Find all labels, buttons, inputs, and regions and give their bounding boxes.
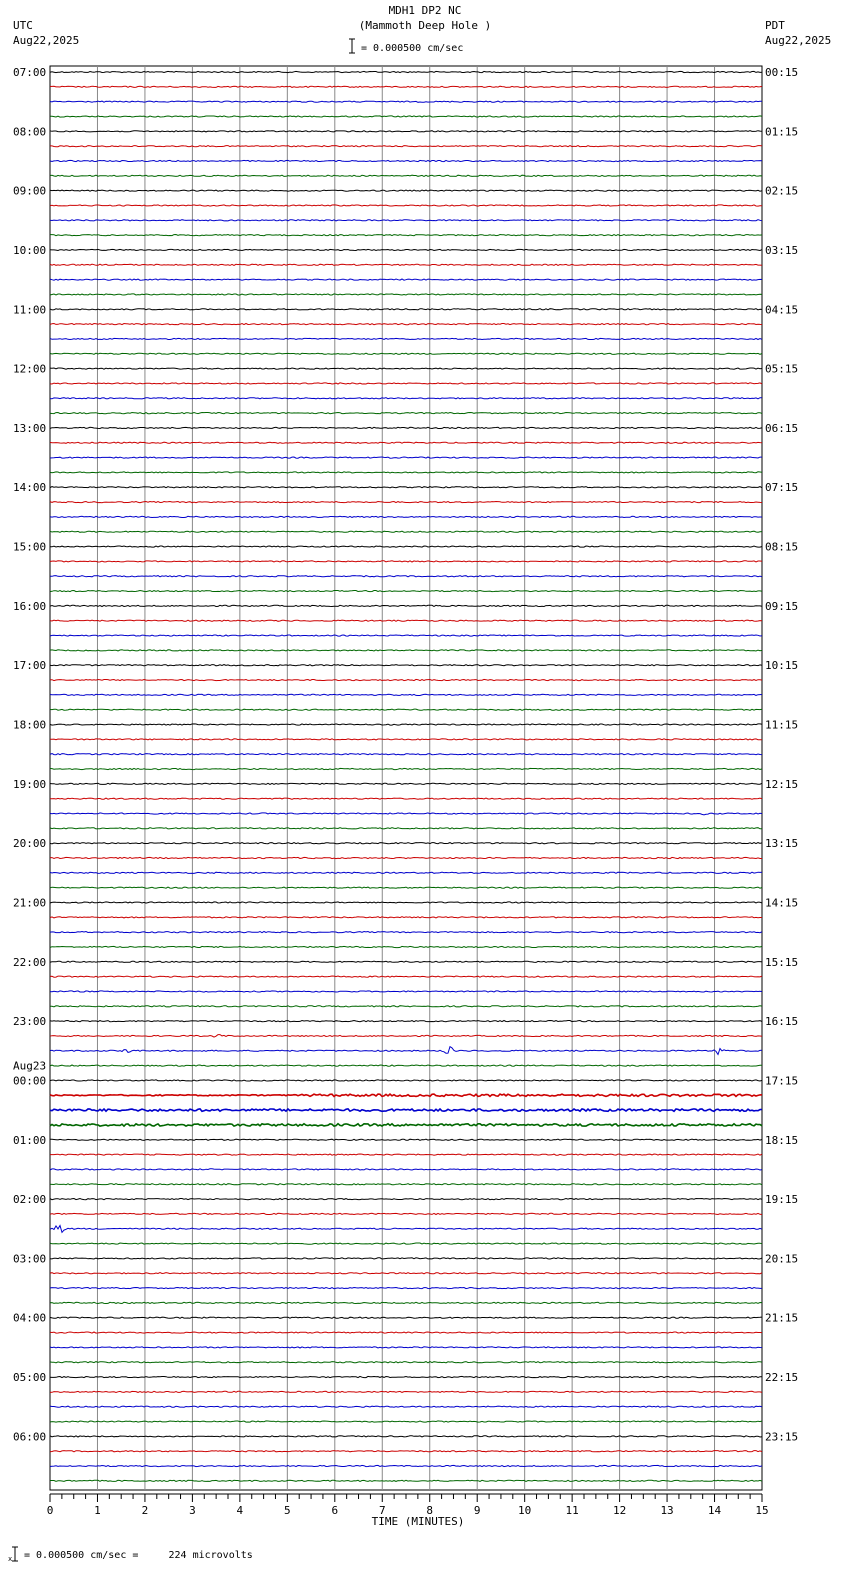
seismic-trace: [50, 754, 762, 755]
utc-hour-label: 06:00: [13, 1430, 47, 1444]
seismic-trace: [50, 1243, 762, 1244]
x-tick-label: 10: [518, 1504, 532, 1517]
seismic-trace: [50, 86, 762, 87]
pdt-hour-label: 01:15: [765, 125, 799, 139]
left-date: Aug22,2025: [13, 34, 80, 47]
pdt-hour-label: 11:15: [765, 718, 799, 732]
seismic-trace: [50, 1421, 762, 1422]
pdt-hour-label: 21:15: [765, 1311, 799, 1325]
seismic-trace: [50, 516, 762, 517]
seismic-trace: [50, 264, 762, 265]
seismic-trace: [50, 991, 762, 992]
pdt-hour-label: 17:15: [765, 1074, 799, 1088]
seismic-trace: [50, 309, 762, 310]
seismic-trace: [50, 1094, 762, 1096]
seismic-trace: [50, 724, 762, 725]
seismic-trace: [50, 1376, 762, 1377]
x-tick-label: 2: [141, 1504, 149, 1517]
utc-hour-label: 18:00: [13, 718, 47, 732]
seismic-trace: [50, 591, 762, 592]
seismic-trace: [50, 1199, 762, 1200]
seismic-trace: [50, 620, 762, 621]
seismic-trace: [50, 1436, 762, 1437]
utc-hour-label: 19:00: [13, 777, 47, 791]
seismic-trace: [50, 665, 762, 666]
utc-hour-label: 04:00: [13, 1311, 47, 1325]
seismic-trace: [50, 1347, 762, 1348]
pdt-hour-label: 15:15: [765, 955, 799, 969]
pdt-hour-label: 10:15: [765, 659, 799, 673]
seismic-trace: [50, 813, 762, 815]
seismic-trace: [50, 101, 762, 102]
pdt-hour-label: 12:15: [765, 777, 799, 791]
utc-hour-label: 03:00: [13, 1252, 47, 1266]
seismic-trace: [50, 887, 762, 888]
seismic-trace: [50, 576, 762, 577]
utc-hour-label: 11:00: [13, 303, 47, 317]
seismic-trace: [50, 1332, 762, 1333]
footer-scale-bar-icon: [8, 1545, 20, 1563]
seismic-trace: [50, 932, 762, 933]
seismic-trace: [50, 1109, 762, 1111]
x-tick-label: 11: [565, 1504, 579, 1517]
pdt-hour-label: 08:15: [765, 540, 799, 554]
seismic-trace: [50, 502, 762, 503]
seismic-trace: [50, 1213, 762, 1214]
seismic-trace: [50, 383, 762, 384]
seismic-trace: [50, 1258, 762, 1259]
utc-hour-label: 09:00: [13, 184, 47, 198]
utc-hour-label: 13:00: [13, 421, 47, 435]
seismic-trace: [50, 1154, 762, 1155]
pdt-hour-label: 22:15: [765, 1371, 799, 1385]
seismic-trace: [50, 768, 762, 769]
utc-hour-label: 22:00: [13, 955, 47, 969]
seismic-trace: [50, 131, 762, 132]
seismic-trace: [50, 1139, 762, 1140]
utc-hour-label: 20:00: [13, 837, 47, 851]
seismic-trace: [50, 902, 762, 903]
seismic-trace: [50, 487, 762, 488]
seismic-trace: [50, 457, 762, 458]
seismic-trace: [50, 235, 762, 236]
seismic-trace: [50, 1047, 762, 1055]
x-tick-label: 5: [284, 1504, 291, 1517]
seismic-trace: [50, 976, 762, 977]
seismic-trace: [50, 946, 762, 947]
seismic-trace: [50, 679, 762, 680]
seismic-trace: [50, 220, 762, 221]
pdt-hour-label: 06:15: [765, 421, 799, 435]
x-tick-label: 14: [707, 1504, 722, 1517]
seismic-trace: [50, 398, 762, 399]
seismic-trace: [50, 1465, 762, 1466]
pdt-hour-label: 00:15: [765, 66, 799, 79]
seismic-trace: [50, 857, 762, 858]
x-tick-label: 9: [473, 1504, 481, 1517]
seismic-trace: [50, 961, 762, 962]
x-tick-label: 6: [331, 1504, 339, 1517]
seismic-trace: [50, 1065, 762, 1066]
pdt-hour-label: 16:15: [765, 1015, 799, 1029]
utc-hour-label: 12:00: [13, 362, 47, 376]
pdt-hour-label: 09:15: [765, 599, 799, 613]
seismic-trace: [50, 798, 762, 799]
utc-hour-label: 16:00: [13, 599, 47, 613]
utc-hour-label: 08:00: [13, 125, 47, 139]
pdt-hour-label: 07:15: [765, 481, 799, 495]
seismic-trace: [50, 368, 762, 369]
pdt-hour-label: 02:15: [765, 184, 799, 198]
x-tick-label: 15: [755, 1504, 769, 1517]
seismic-trace: [50, 843, 762, 844]
x-tick-label: 13: [660, 1504, 674, 1517]
seismic-trace: [50, 427, 762, 428]
station-title: MDH1 DP2 NC: [388, 4, 462, 17]
site-title: (Mammoth Deep Hole ): [358, 19, 492, 32]
seismic-trace: [50, 353, 762, 354]
seismic-trace: [50, 1169, 762, 1170]
seismic-trace: [50, 1124, 762, 1126]
pdt-hour-label: 19:15: [765, 1193, 799, 1207]
seismic-trace: [50, 1317, 762, 1318]
pdt-hour-label: 04:15: [765, 303, 799, 317]
seismic-trace: [50, 1362, 762, 1363]
pdt-hour-label: 05:15: [765, 362, 799, 376]
seismic-trace: [50, 561, 762, 562]
seismic-trace: [50, 531, 762, 532]
seismic-trace: [50, 190, 762, 191]
seismic-trace: [50, 783, 762, 784]
seismic-trace: [50, 872, 762, 873]
utc-hour-label: 23:00: [13, 1015, 47, 1029]
seismic-trace: [50, 413, 762, 414]
utc-hour-label: 21:00: [13, 896, 47, 910]
seismic-trace: [50, 279, 762, 280]
pdt-hour-label: 03:15: [765, 243, 799, 257]
right-date: Aug22,2025: [765, 34, 832, 47]
x-tick-label: 1: [94, 1504, 101, 1517]
seismic-trace: [50, 709, 762, 710]
pdt-hour-label: 18:15: [765, 1133, 799, 1147]
seismic-trace: [50, 1480, 762, 1481]
left-timezone: UTC: [13, 19, 33, 32]
seismic-trace: [50, 472, 762, 473]
seismic-trace: [50, 1302, 762, 1303]
utc-hour-label: 14:00: [13, 481, 47, 495]
x-axis-label: TIME (MINUTES): [371, 1515, 465, 1528]
seismic-trace: [50, 324, 762, 325]
seismic-trace: [50, 917, 762, 918]
seismic-trace: [50, 1391, 762, 1392]
utc-hour-label: 17:00: [13, 659, 47, 673]
utc-hour-label: 07:00: [13, 66, 47, 79]
seismic-trace: [50, 146, 762, 147]
pdt-hour-label: 23:15: [765, 1430, 799, 1444]
seismic-trace: [50, 1184, 762, 1185]
right-timezone: PDT: [765, 19, 785, 32]
seismic-trace: [50, 694, 762, 695]
seismic-trace: [50, 116, 762, 117]
pdt-hour-label: 14:15: [765, 896, 799, 910]
seismic-trace: [50, 635, 762, 636]
scale-label: = 0.000500 cm/sec: [361, 43, 464, 54]
seismic-trace: [50, 442, 762, 443]
utc-hour-label: 01:00: [13, 1133, 47, 1147]
seismic-trace: [50, 1006, 762, 1007]
seismic-trace: [50, 1226, 762, 1233]
seismic-trace: [50, 338, 762, 339]
seismic-trace: [50, 1288, 762, 1289]
utc-hour-label: 15:00: [13, 540, 47, 554]
seismic-trace: [50, 1021, 762, 1022]
x-tick-label: 7: [378, 1504, 386, 1517]
seismic-trace: [50, 1451, 762, 1452]
seismic-trace: [50, 546, 762, 547]
seismic-trace: [50, 175, 762, 176]
seismic-trace: [50, 294, 762, 295]
seismic-trace: [50, 605, 762, 606]
utc-hour-label: 02:00: [13, 1193, 47, 1207]
seismic-trace: [50, 71, 762, 72]
utc-hour-label: 05:00: [13, 1371, 47, 1385]
x-tick-label: 8: [426, 1504, 434, 1517]
seismic-trace: [50, 650, 762, 651]
footer-scale-label: = 0.000500 cm/sec = 224 microvolts: [24, 1550, 253, 1561]
seismic-trace: [50, 249, 762, 250]
pdt-hour-label: 20:15: [765, 1252, 799, 1266]
seismic-trace: [50, 1273, 762, 1274]
x-tick-label: 4: [236, 1504, 244, 1517]
pdt-hour-label: 13:15: [765, 837, 799, 851]
seismic-trace: [50, 739, 762, 740]
seismic-trace: [50, 1035, 762, 1038]
seismic-trace: [50, 828, 762, 829]
seismic-trace: [50, 205, 762, 206]
seismic-trace: [50, 1080, 762, 1081]
x-tick-label: 0: [46, 1504, 54, 1517]
x-tick-label: 3: [189, 1504, 196, 1517]
utc-hour-label: 10:00: [13, 243, 47, 257]
x-tick-label: 12: [612, 1504, 627, 1517]
utc-day-change-label: Aug23: [13, 1059, 47, 1073]
utc-hour-label: 00:00: [13, 1074, 47, 1088]
seismic-trace: [50, 160, 762, 161]
svg-text:x: x: [8, 1555, 13, 1563]
seismic-trace: [50, 1406, 762, 1407]
